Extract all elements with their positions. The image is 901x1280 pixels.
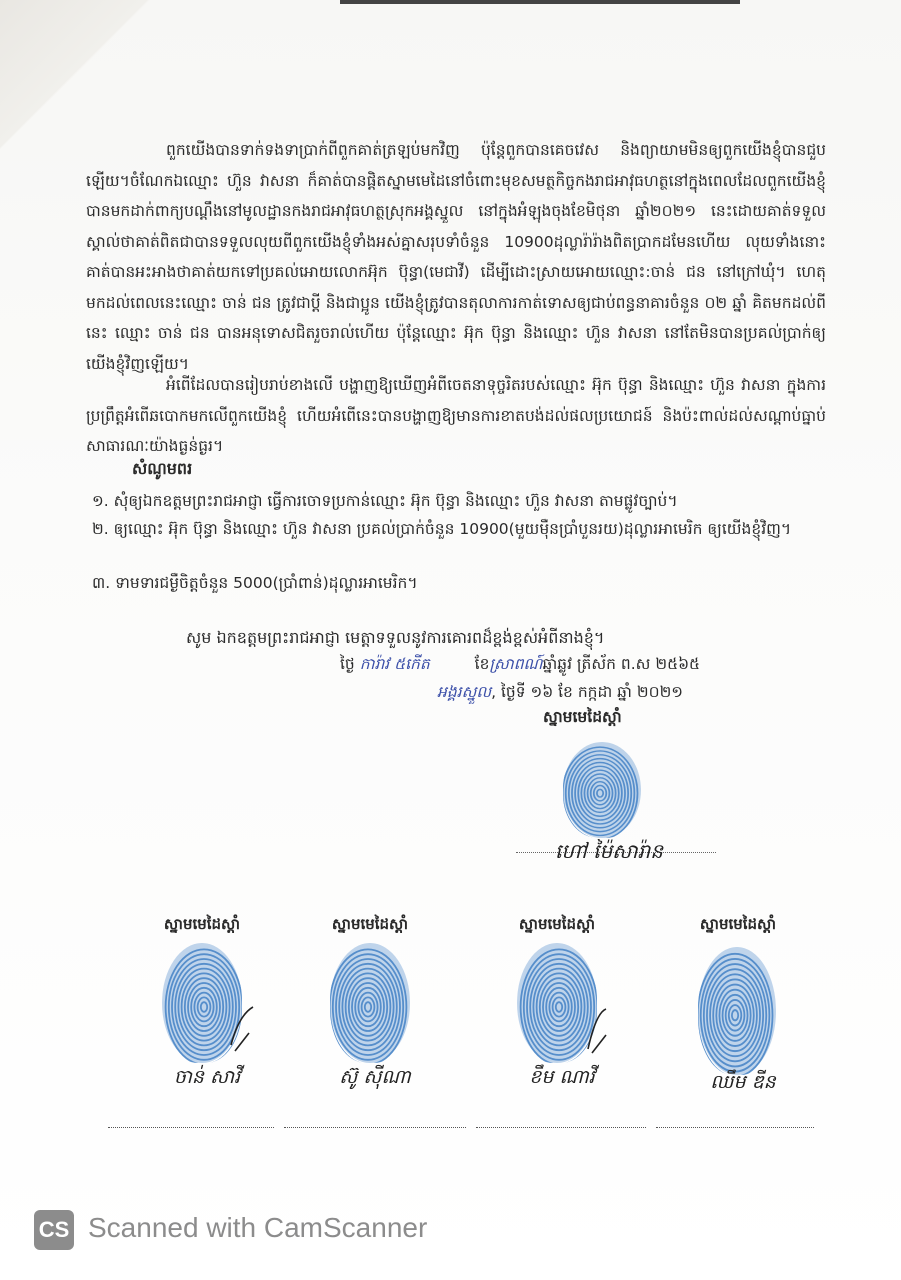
witness-signature-line (108, 1127, 274, 1128)
lunar-date-prefix: ថ្ងៃ (340, 655, 355, 673)
main-fingerprint (563, 742, 641, 838)
body-paragraph-1: ពួកយើងបានទាក់ទងទាប្រាក់ពីពួកគាត់ត្រឡប់មកវិញ ប៉ុន្តែពួកបានគេចវេស និងព្យាយាមមិនឲ្យពួកយើងខ្ញុំបានជួបឡើយ។ចំណែកឯឈ្មោះ ហ៊ួន វាសនា ក៏គាត់បានផ្ដិតស្នាមមេដៃនៅចំពោះមុខសមត្ថកិច្ចកងរាជអាវុធហត្ថនៅក្នុងពេលដែលពួកយើងខ្ញុំបានមកដាក់ពាក្យបណ្ដឹងនៅមូលដ្ឋានកងរាជអាវុធហត្ថស្រុកអង្គស្នួល នៅក្នុងអំឡុងចុងខែមិថុនា ឆ្នាំ២០២១ នេះដោយគាត់ទទួលស្គាល់ថាគាត់ពិតជាបានទទួលលុយពីពួកយើងខ្ញុំទាំងអស់គ្នាសរុបទាំចំនួន 10900ដុល្លារ៉ារ៉ាងពិតប្រាកដមែនហើយ លុយទាំងនោះគាត់បានអះអាងថាគាត់យកទៅប្រគល់អោយលោកអ៊ុក ប៊ុន្ធា(មេជាវី) ដើម្បីដោះស្រាយអោយឈ្មោះ:ចាន់ ជន នៅក្រៅឃុំ។ ហេតុមកដល់ពេលនេះឈ្មោះ ចាន់ ជន ត្រូវជាប្ដី និងជាប្អូន យើងខ្ញុំត្រូវបានតុលាការកាត់ទោសឲ្យជាប់ពន្ធនាគារចំនួន ០២ ឆ្នាំ គិតមកដល់ពីនេះ ឈ្មោះ ចាន់ ជន បានអនុទោសជិតរួចរាល់ហើយ ប៉ុន្តែឈ្មោះ អ៊ុក ប៊ុន្ធា និងឈ្មោះ ហ៊ួន វាសនា នៅតែមិនបានប្រគល់ប្រាក់ឲ្យយើងខ្ញុំវិញឡើយ។ (86, 141, 826, 373)
lunar-month-prefix: ខែ (474, 655, 490, 673)
witness-name: ឈឹម ឌីន (710, 1071, 776, 1093)
witness-thumbprint-label: ស្នាមមេដៃស្ដាំ (331, 915, 409, 933)
camscanner-watermark-text: Scanned with CamScanner (88, 1212, 428, 1243)
closing-salutation: សូម ឯកឧត្តមព្រះរាជអាជ្ញា មេត្តាទទួលនូវការគោរពដ៏ខ្ពង់ខ្ពស់អំពីនាងខ្ញុំ។ (186, 628, 605, 647)
body-paragraph-2: អំពើដែលបានរៀបរាប់ខាងលើ បង្ហាញឱ្យឃើញអំពីចេតនាទុច្ចរិតរបស់ឈ្មោះ អ៊ុក ប៊ុន្ធា និងឈ្មោះ ហ៊ួន វាសនា ក្នុងការប្រព្រឹត្តអំពើឆបោកមកលើពួកយើងខ្ញុំ ហើយអំពើនេះបានបង្ហាញឱ្យមានការខាតបង់ដល់ផលប្រយោជន៍ និងប៉ះពាល់ដល់សណ្ដាប់ធ្នាប់សាធារណៈយ៉ាងធ្ងន់ធ្ងរ។ (86, 376, 826, 455)
witness-thumbprint-label: ស្នាមមេដៃស្ដាំ (163, 915, 241, 933)
page-top-edge (340, 0, 740, 4)
request-item-3: ៣. ទាមទារជម្ងឺចិត្តចំនួន 5000(ប្រាំពាន់)ដុល្លារអាមេរិក។ (92, 574, 418, 592)
lunar-month-written: ស្រាពណ៍ (489, 655, 543, 673)
witness-signature-mark (227, 1005, 257, 1055)
witness-name: ចាន់ សាវី (173, 1066, 241, 1088)
request-item-2: ២. ឲ្យឈ្មោះ អ៊ុក ប៊ុន្ធា និងឈ្មោះ ហ៊ួន វាសនា ប្រគល់ប្រាក់ចំនួន 10900(មួយម៉ឺនប្រាំបួនរយ)ដុល្លារអាមេរិក ឲ្យយើងខ្ញុំវិញ។ (92, 520, 792, 538)
lunar-year-suffix: ឆ្នាំឆ្លូវ ត្រីស័ក ព.ស ២៥៦៥ (542, 655, 701, 673)
witness-signature-line (476, 1127, 646, 1128)
witness-name: ស៊ូ ស៊ីណា (339, 1066, 411, 1088)
witness-fingerprint (330, 943, 410, 1063)
witness-thumbprint-label: ស្នាមមេដៃស្ដាំ (699, 915, 777, 933)
place-date-line (437, 682, 683, 705)
witness-signature-line (656, 1127, 814, 1128)
camscanner-logo-icon: CS (34, 1210, 74, 1250)
lunar-date-line (340, 654, 700, 677)
witness-signature-mark (582, 1005, 612, 1055)
witness-4 (668, 915, 808, 1095)
witness-1 (132, 915, 272, 1095)
witness-signature-line (284, 1127, 466, 1128)
main-signer-name: ហៅ ម៉ៃសារ៉ាន (555, 839, 663, 863)
solar-date: , ថ្ងៃទី ១៦ ខែ កក្កដា ឆ្នាំ ២០២១ (491, 683, 684, 701)
requests-heading: សំណូមពរ (132, 459, 193, 478)
main-thumbprint-label: ស្នាមមេដៃស្ដាំ (543, 708, 622, 726)
witness-2 (300, 915, 440, 1095)
place-written: អង្គរស្នួល (437, 683, 492, 701)
request-item-1: ១. សុំឲ្យឯកឧត្តមព្រះរាជអាជ្ញា ធ្វើការចោទប្រកាន់ឈ្មោះ អ៊ុក ប៊ុន្ធា និងឈ្មោះ ហ៊ួន វាសនា តាមផ្លូវច្បាប់។ (92, 492, 678, 510)
witness-thumbprint-label: ស្នាមមេដៃស្ដាំ (518, 915, 596, 933)
witness-name: ខឹម ណាវី (529, 1066, 595, 1088)
lunar-date-written: ការ៉ាវ ៥កើត (359, 655, 430, 673)
page-fold-shadow (0, 0, 150, 150)
witness-3 (487, 915, 627, 1095)
camscanner-watermark (34, 1208, 484, 1252)
witness-fingerprint (698, 947, 776, 1075)
